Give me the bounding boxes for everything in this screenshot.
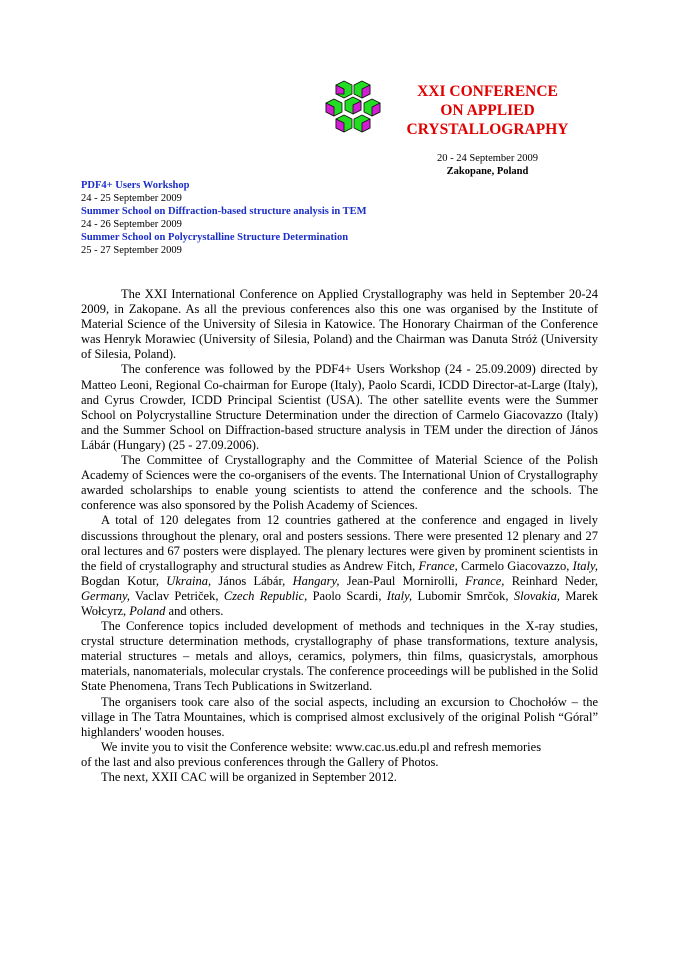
text-run: We invite you to visit the Conference website: www.cac.us.edu.pl and refresh memories [101,739,542,754]
text-run: and others. [165,603,224,618]
country: Slovakia, [513,588,561,603]
paragraph-topics: The Conference topics included development of methods and techniques in the X-ray studies, crystal structure determination methods, crystallography of phase transformations, texture analysis, material structures – metals and alloys, ceramics, polymers, thin films, quasicrystals, amorphous materials, nanomaterials, molecular crystals. The conference proceedings will be published in the Solid State Phenomena, Trans Tech Publications in Switzerland. [81,619,598,694]
event-title: PDF4+ Users Workshop [81,180,190,191]
title-line: CRYSTALLOGRAPHY [406,121,569,138]
text-run: Marek Wołcyrz, [81,588,598,618]
paragraph-delegates [81,513,598,619]
country: Italy, [386,588,413,603]
conference-dates-block [400,152,575,178]
country: Germany, [81,588,130,603]
article-body [81,287,598,785]
conference-logo [322,80,384,136]
conference-title [395,82,580,139]
text-run: Carmelo Giacovazzo, [457,558,573,573]
event-dates: 25 - 27 September 2009 [81,245,182,256]
text-run: Bogdan Kotur, [81,573,167,588]
paragraph-website-line1 [81,740,598,755]
conference-dates: 20 - 24 September 2009 [437,153,538,164]
paragraph-organisers: The Committee of Crystallography and the Committee of Material Science of the Polish Academy of Sciences were the co-organisers of the events. The International Union of Crystallography awarded scholarships to enable young scientists to attend the conference and the schools. The conference was also sponsored by the Polish Academy of Sciences. [81,453,598,513]
paragraph-satellite-events: The conference was followed by the PDF4+ Users Workshop (24 - 25.09.2009) directed by Matteo Leoni, Regional Co-chairman for Europe (Italy), Paolo Scardi, ICDD Director-at-Large (Italy), and Cyrus Crowder, ICDD Principal Scientist (USA). The other satellite events were the Summer School on Polycrystalline Structure Determination under the direction of Carmelo Giacovazzo (Italy) and the Summer School on Diffraction-based structure analysis in TEM under the direction of János Lábár (Hungary) (25 - 27.09.2006). [81,362,598,452]
paragraph-social: The organisers took care also of the social aspects, including an excursion to Chochołów – the village in The Tatra Mountaines, which is comprised almost exclusively of the original Polish “Góral” highlanders' wooden houses. [81,694,598,739]
paragraph-website-line2: of the last and also previous conferences through the Gallery of Photos. [81,754,439,769]
country: Italy, [572,558,598,573]
country: Czech Republic, [223,588,308,603]
text-run: Reinhard Neder, [504,573,598,588]
country: France, [418,558,458,573]
paragraph-next-conference: The next, XXII CAC will be organized in September 2012. [101,770,397,784]
event-title: Summer School on Diffraction-based structure analysis in TEM [81,206,367,217]
text-run: Vaclav Petriček, [129,588,224,603]
country: Hangary, [292,573,340,588]
title-line: XXI CONFERENCE [417,83,558,100]
text-run: A total of 120 delegates from 12 countries gathered at the conference and engaged in lively discussions throughout the plenary, oral and posters sessions. There were presented 12 plenary and 27 oral lectures and 67 posters were displayed. The plenary lectures were given by prominent scientists in the field of crystallography and structural studies as Andrew Fitch, [81,513,598,573]
country: France, [465,573,505,588]
conference-place: Zakopane, Poland [446,166,529,177]
satellite-events [81,179,501,257]
text-run: Paolo Scardi, [307,588,387,603]
country: Poland [129,603,166,618]
event-dates: 24 - 25 September 2009 [81,193,182,204]
paragraph-intro: The XXI International Conference on Applied Crystallography was held in September 20-24 2009, in Zakopane. As all the previous conferences also this one was organised by the Institute of Material Science of the University of Silesia in Katowice. The Honorary Chairman of the Conference was Henryk Morawiec (University of Silesia, Poland) and the Chairman was Danuta Stróż (University of Silesia, Poland). [81,287,598,362]
event-title: Summer School on Polycrystalline Structure Determination [81,232,349,243]
text-run: Jean-Paul Mornirolli, [339,573,466,588]
event-dates: 24 - 26 September 2009 [81,219,182,230]
text-run: Lubomir Smrčok, [412,588,514,603]
title-line: ON APPLIED [440,102,535,119]
country: Ukraina, [166,573,212,588]
text-run: János Lábár, [211,573,293,588]
